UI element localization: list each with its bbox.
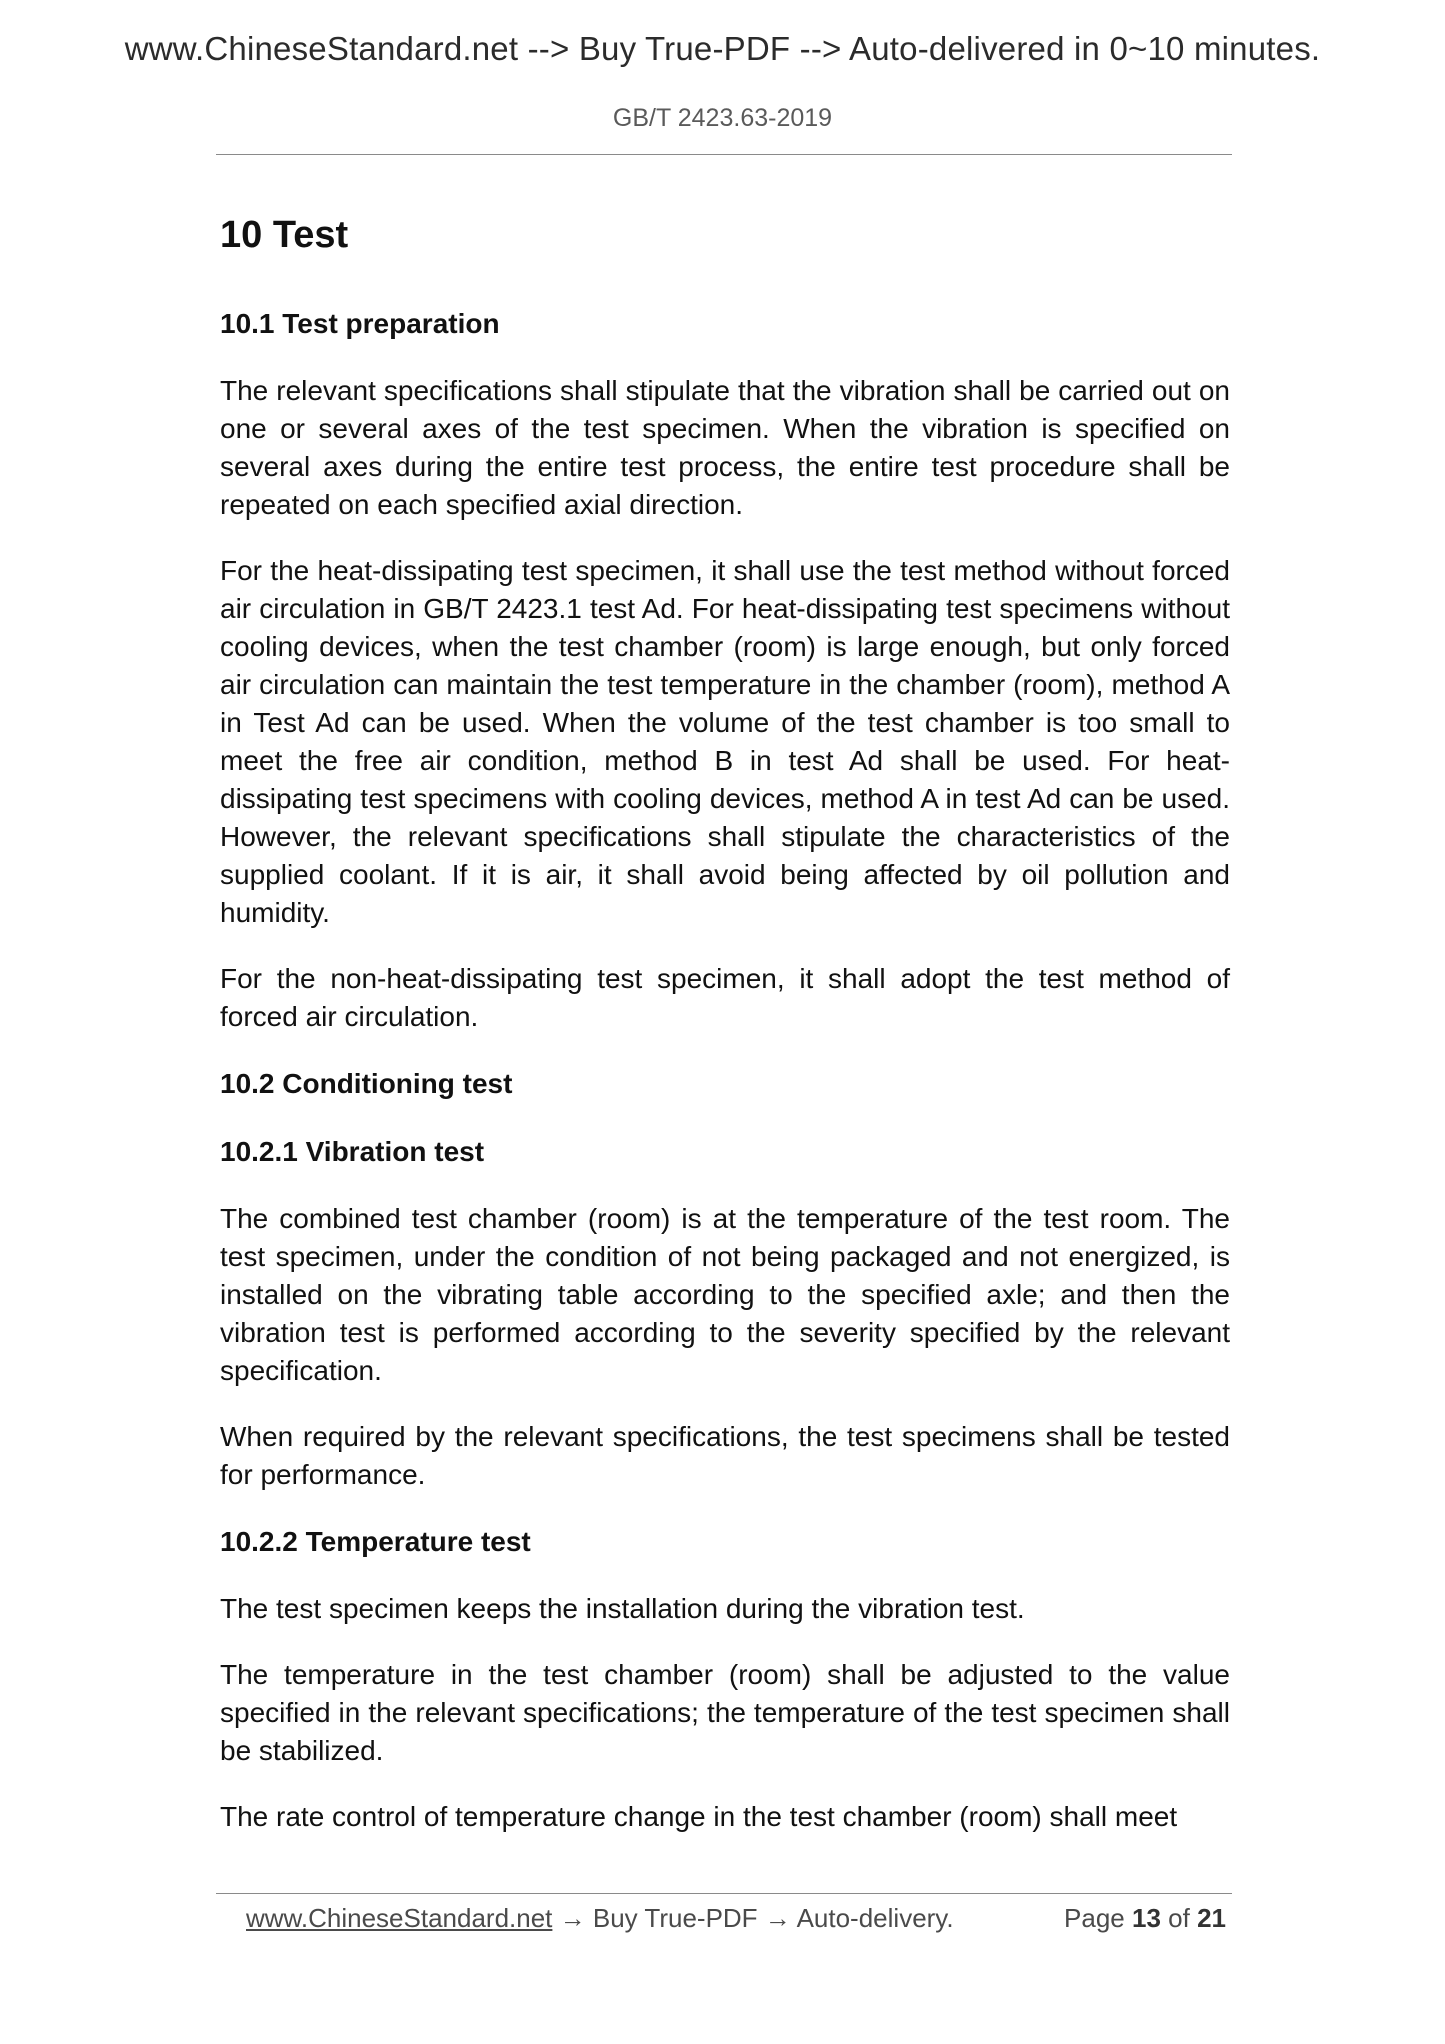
- paragraph: When required by the relevant specifications, the test specimens shall be tested for performance.: [220, 1421, 1230, 1490]
- paragraph: The combined test chamber (room) is at the temperature of the test room. The test specimen, under the condition of not being packaged and not energized, is installed on the vibrating table according to the specified axle; and then the vibration test is performed according to the severity specified by the relevant specification.: [220, 1203, 1230, 1386]
- top-banner: www.ChineseStandard.net --> Buy True-PDF --> Auto-delivered in 0~10 minutes.: [124, 30, 1321, 67]
- paragraph: The temperature in the test chamber (room) shall be adjusted to the value specified in the relevant specifications; the temperature of the test specimen shall be stabilized.: [220, 1659, 1230, 1766]
- of-label: of: [1168, 1903, 1190, 1933]
- paragraph: For the non-heat-dissipating test specimen, it shall adopt the test method of forced air circulation.: [220, 963, 1230, 1032]
- page-number: [1064, 1900, 1226, 1936]
- page-label: Page: [1064, 1903, 1125, 1933]
- heading-10-2: 10.2 Conditioning test: [220, 1068, 513, 1099]
- heading-10-1: 10.1 Test preparation: [220, 308, 500, 339]
- footer-promo: [246, 1900, 954, 1936]
- footer-promo-text: → Buy True-PDF → Auto-delivery.: [552, 1903, 954, 1933]
- paragraph: The rate control of temperature change in the test chamber (room) shall meet: [220, 1801, 1178, 1832]
- page-total: 21: [1197, 1903, 1226, 1933]
- heading-10-2-2: 10.2.2 Temperature test: [220, 1526, 531, 1557]
- footer-divider: [216, 1893, 1232, 1894]
- header-divider: [216, 154, 1232, 155]
- page-content: [220, 210, 1230, 1864]
- paragraph: The relevant specifications shall stipulate that the vibration shall be carried out on one or several axes of the test specimen. When the vibration is specified on several axes during the entire test process, the entire test procedure shall be repeated on each specified axial direction.: [220, 375, 1230, 520]
- standard-code: GB/T 2423.63-2019: [612, 104, 833, 132]
- section-title: 10 Test: [220, 214, 349, 256]
- footer-site-link[interactable]: www.ChineseStandard.net: [246, 1903, 553, 1933]
- page-current: 13: [1132, 1903, 1161, 1933]
- paragraph: For the heat-dissipating test specimen, it shall use the test method without forced air circulation in GB/T 2423.1 test Ad. For heat-dissipating test specimens without cooling devices, when the test chamber (room) is large enough, but only forced air circulation can maintain the test temperature in the chamber (room), method A in Test Ad can be used. When the volume of the test chamber is too small to meet the free air condition, method B in test Ad shall be used. For heat-dissipating test specimens with cooling devices, method A in test Ad can be used. However, the relevant specifications shall stipulate the characteristics of the supplied coolant. If it is air, it shall avoid being affected by oil pollution and humidity.: [220, 555, 1230, 928]
- heading-10-2-1: 10.2.1 Vibration test: [220, 1136, 485, 1167]
- paragraph: The test specimen keeps the installation during the vibration test.: [220, 1593, 1025, 1624]
